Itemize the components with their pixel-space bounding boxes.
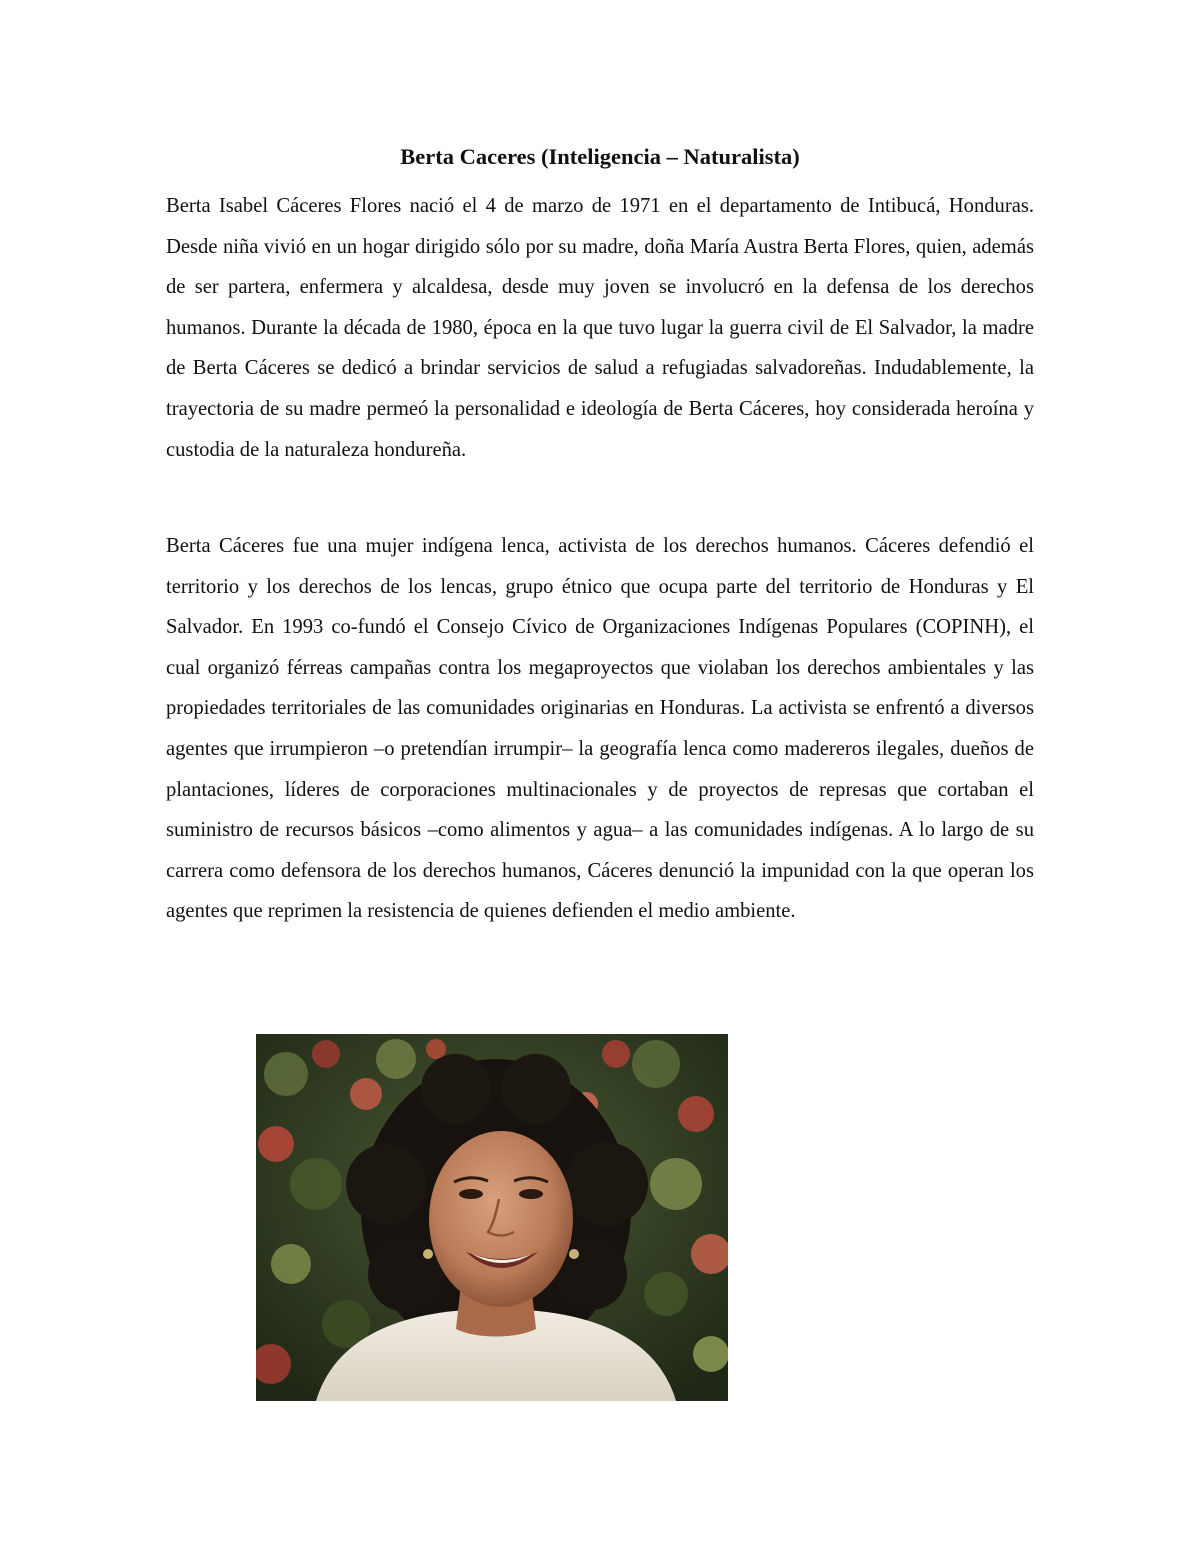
document-title: Berta Caceres (Inteligencia – Naturalista) xyxy=(400,144,800,169)
portrait-photo xyxy=(256,1034,728,1401)
paragraph-biography: Berta Isabel Cáceres Flores nació el 4 de marzo de 1971 en el departamento de Intibucá, Honduras. Desde niña vivió en un hogar dirigido sólo por su madre, doña María Austra Berta Flores, quien, además de ser partera, enfermera y alcaldesa, desde muy joven se involucró en la defensa de los derechos humanos. Durante la década de 1980, época en la que tuvo lugar la guerra civil de El Salvador, la madre de Berta Cáceres se dedicó a brindar servicios de salud a refugiadas salvadoreñas. Indudablemente, la trayectoria de su madre permeó la personalidad e ideología de Berta Cáceres, hoy considerada heroína y custodia de la naturaleza hondureña. xyxy=(166,195,1034,461)
paragraph-activism: Berta Cáceres fue una mujer indígena lenca, activista de los derechos humanos. Cáceres defendió el territorio y los derechos de los lencas, grupo étnico que ocupa parte del territorio de Honduras y El Salvador. En 1993 co-fundó el Consejo Cívico de Organizaciones Indígenas Populares (COPINH), el cual organizó férreas campañas contra los megaproyectos que violaban los derechos ambientales y las propiedades territoriales de las comunidades originarias en Honduras. La activista se enfrentó a diversos agentes que irrumpieron –o pretendían irrumpir– la geografía lenca como madereros ilegales, dueños de plantaciones, líderes de corporaciones multinacionales y de proyectos de represas que cortaban el suministro de recursos básicos –como alimentos y agua– a las comunidades indígenas. A lo largo de su carrera como defensora de los derechos humanos, Cáceres denunció la impunidad con la que operan los agentes que reprimen la resistencia de quienes defienden el medio ambiente. xyxy=(166,535,1034,923)
